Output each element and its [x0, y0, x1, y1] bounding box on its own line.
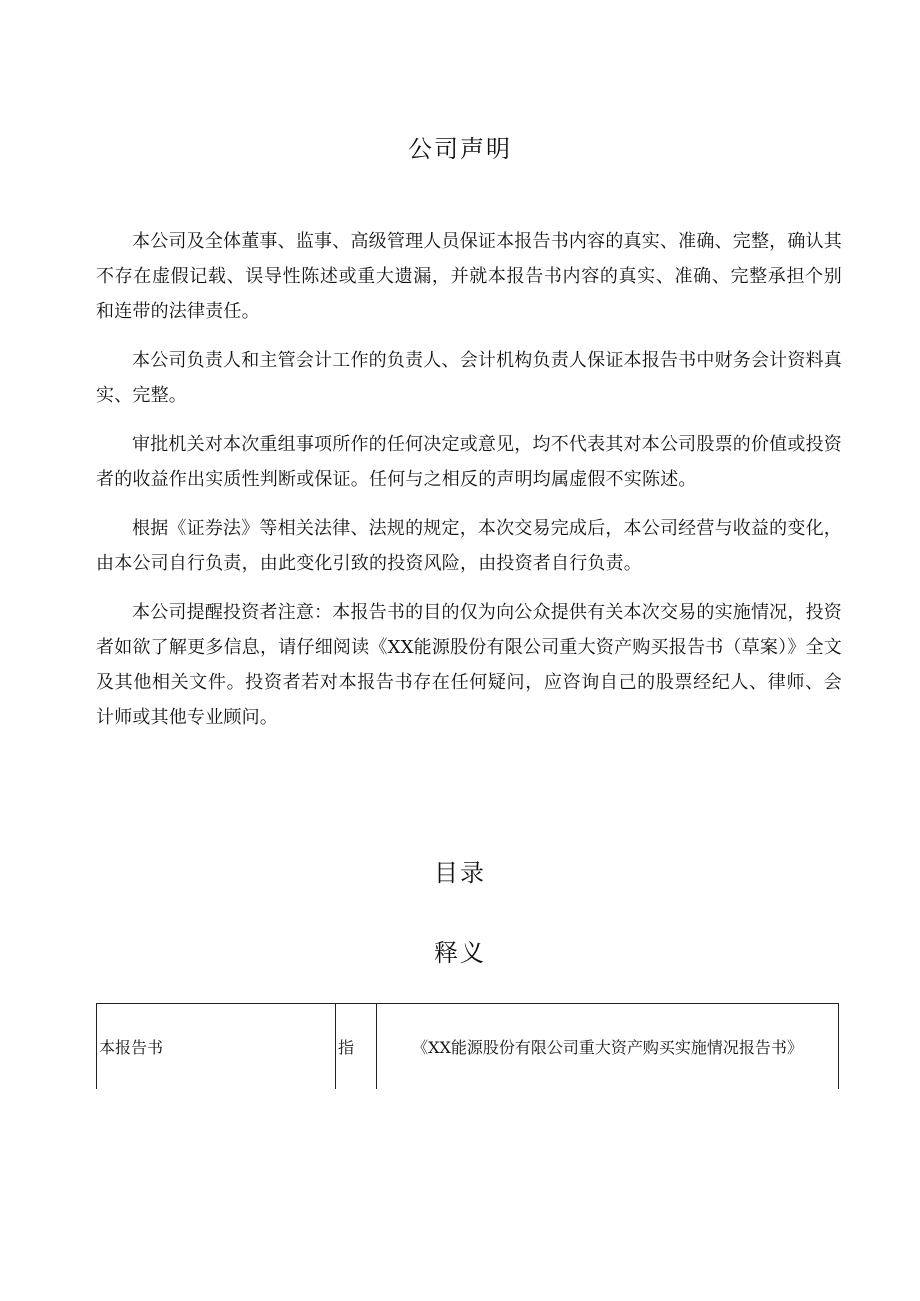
table-row [97, 1004, 839, 1090]
statement-paragraph-3: 审批机关对本次重组事项所作的任何决定或意见，均不代表其对本公司股票的价值或投资者的收益作出实质性判断或保证。任何与之相反的声明均属虚假不实陈述。 [96, 434, 842, 490]
glossary-heading: 释义 [434, 939, 486, 967]
statement-paragraph-2: 本公司负责人和主管会计工作的负责人、会计机构负责人保证本报告书中财务会计资料真实、完整。 [96, 350, 842, 406]
toc-heading: 目录 [434, 859, 486, 887]
statement-body [96, 224, 842, 749]
glossary-table [96, 1003, 839, 1089]
statement-paragraph-5: 本公司提醒投资者注意：本报告书的目的仅为向公众提供有关本次交易的实施情况，投资者如欲了解更多信息，请仔细阅读《XX能源股份有限公司重大资产购买报告书（草案）》全文及其他相关文件。投资者若对本报告书存在任何疑问，应咨询自己的股票经纪人、律师、会计师或其他专业顾问。 [96, 602, 842, 728]
glossary-ref: 指 [336, 1004, 377, 1090]
statement-paragraph-1: 本公司及全体董事、监事、高级管理人员保证本报告书内容的真实、准确、完整，确认其不存在虚假记载、误导性陈述或重大遗漏，并就本报告书内容的真实、准确、完整承担个别和连带的法律责任。 [96, 231, 842, 322]
statement-paragraph-4: 根据《证券法》等相关法律、法规的规定，本次交易完成后，本公司经营与收益的变化，由本公司自行负责，由此变化引致的投资风险，由投资者自行负责。 [96, 518, 842, 574]
page-title: 公司声明 [408, 135, 512, 163]
glossary-term: 本报告书 [97, 1004, 336, 1090]
glossary-definition: 《XX能源股份有限公司重大资产购买实施情况报告书》 [377, 1004, 839, 1090]
